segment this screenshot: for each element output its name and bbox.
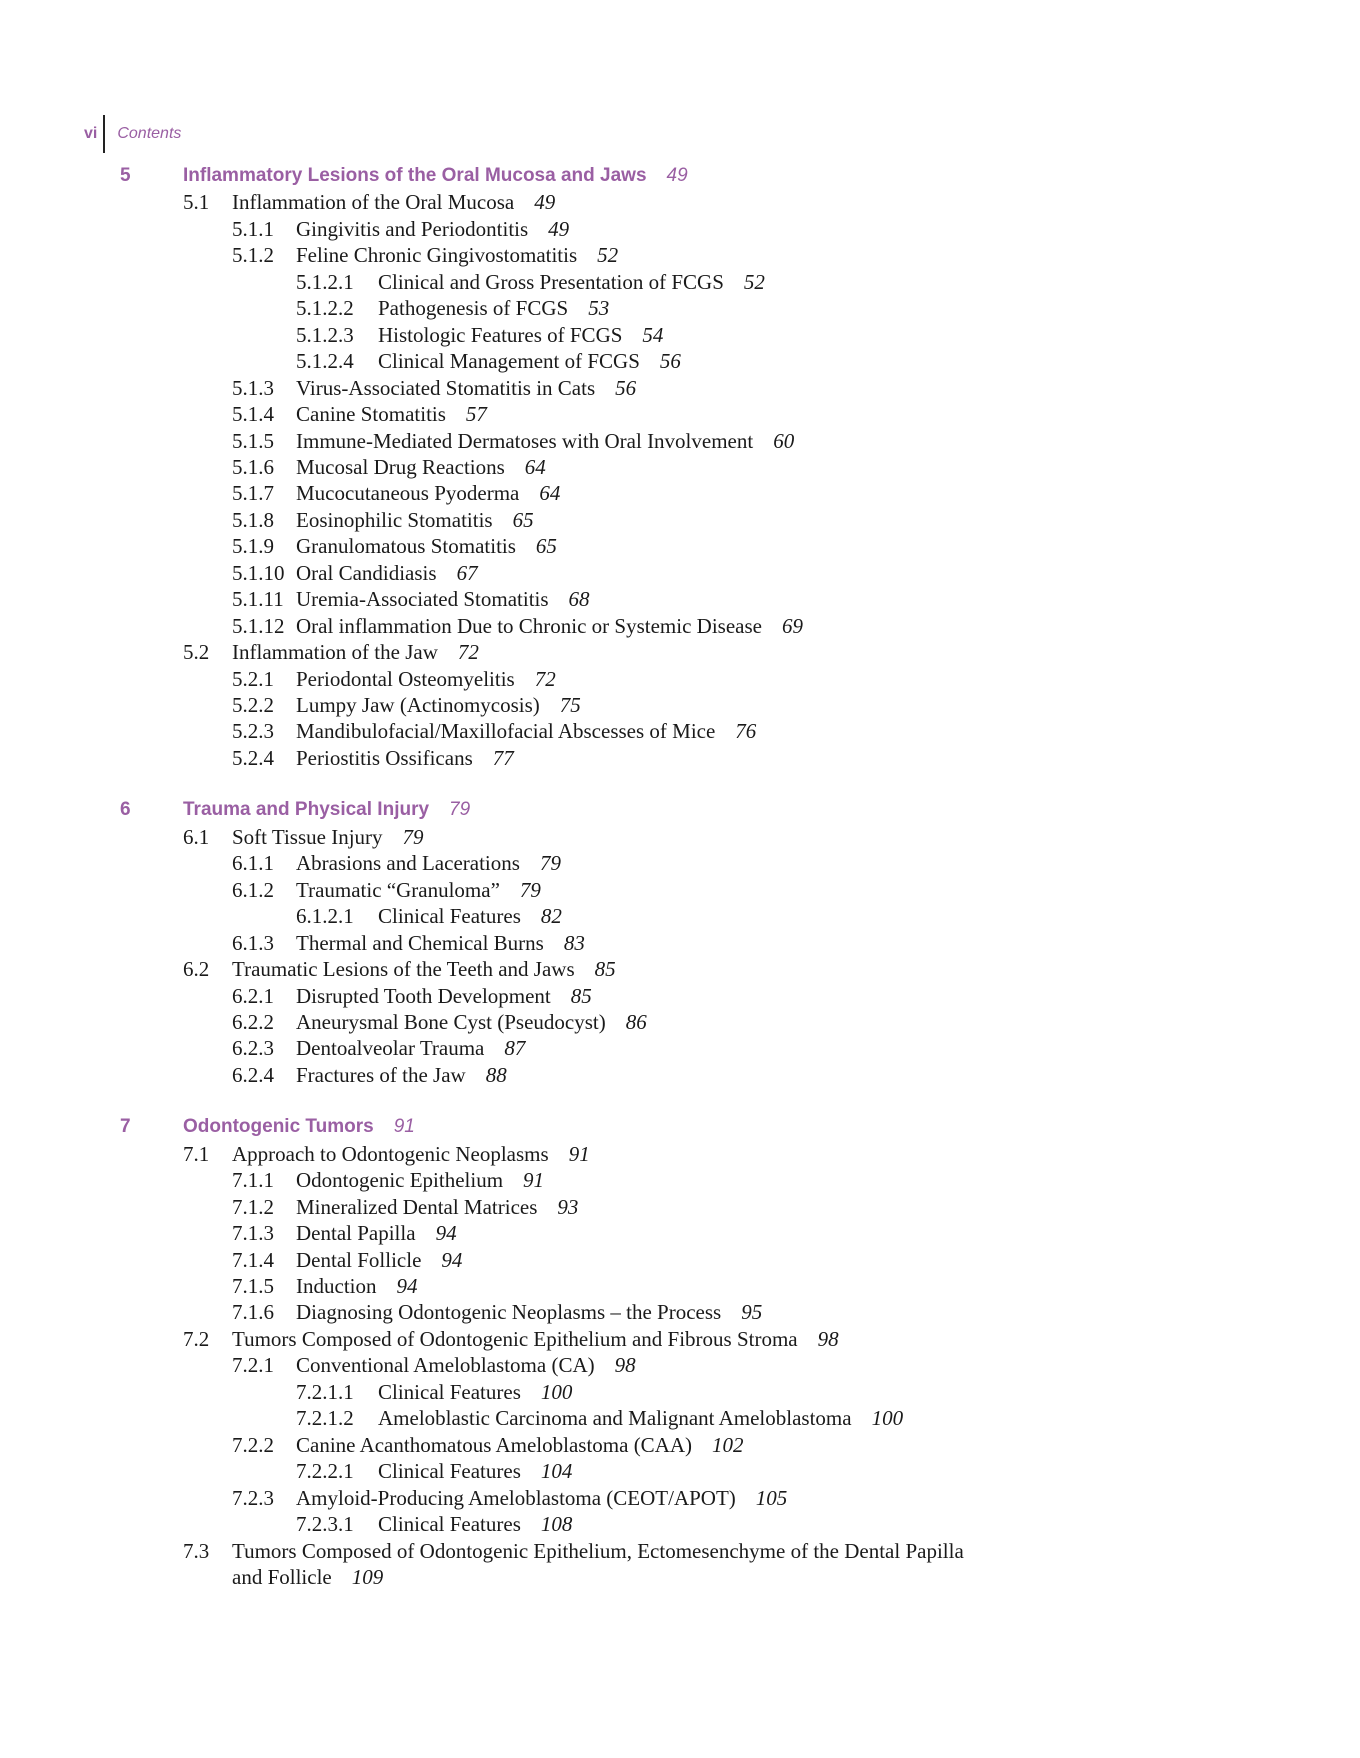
entry-number: 7.3 (183, 1538, 210, 1563)
entry-title-text: Clinical Features (378, 1512, 521, 1537)
entry-title-text: Oral inflammation Due to Chronic or Systemic Disease (296, 613, 762, 638)
entry-page-number: 68 (568, 587, 590, 612)
entry-page-number: 100 (871, 1406, 904, 1431)
entry-number: 7.1.6 (232, 1300, 274, 1325)
entry-page-number: 64 (539, 481, 561, 506)
entry-page-number: 98 (614, 1353, 636, 1378)
entry-number: 5 (120, 165, 131, 186)
entry-number: 5.1.7 (232, 481, 274, 506)
entry-title (296, 1299, 762, 1325)
header-divider (103, 115, 105, 153)
entry-title (296, 1009, 647, 1035)
entry-title (296, 877, 541, 903)
entry-number: 6.2.4 (232, 1062, 274, 1087)
entry-number: 5.1.2 (232, 243, 274, 268)
entry-title-text: Abrasions and Lacerations (296, 851, 520, 876)
entry-title (296, 242, 618, 268)
entry-title (232, 1538, 964, 1564)
page-number: vi (84, 125, 98, 142)
entry-number: 5.1.2.1 (296, 269, 354, 294)
entry-title (232, 1326, 839, 1352)
entry-number: 5.1.10 (232, 560, 285, 585)
entry-title-text: Inflammatory Lesions of the Oral Mucosa and Jaws (183, 165, 647, 186)
entry-page-number: 77 (492, 745, 514, 770)
entry-page-number: 65 (535, 534, 557, 559)
entry-page-number: 94 (435, 1221, 457, 1246)
entry-title-text: and Follicle (232, 1564, 332, 1589)
entry-number: 7.2.2.1 (296, 1459, 354, 1484)
entry-number: 7.1.4 (232, 1247, 274, 1272)
entry-title (378, 1405, 903, 1431)
entry-title (232, 824, 424, 850)
entry-title-text: Clinical Features (378, 1459, 521, 1484)
entry-title-text: Odontogenic Tumors (183, 1116, 374, 1138)
entry-page-number: 49 (548, 216, 570, 241)
entry-title (296, 718, 756, 744)
entry-page-number: 76 (735, 719, 757, 744)
entry-number: 5.1.6 (232, 454, 274, 479)
entry-number: 6.1.2.1 (296, 904, 354, 929)
entry-title-text: Granulomatous Stomatitis (296, 534, 516, 559)
entry-title-text: Canine Stomatitis (296, 402, 446, 427)
entry-title-text: Approach to Odontogenic Neoplasms (232, 1141, 549, 1166)
entry-number: 5.1.4 (232, 402, 274, 427)
entry-page-number: 60 (773, 428, 795, 453)
entry-number: 5.1.2.4 (296, 349, 354, 374)
entry-number: 7.1.5 (232, 1274, 274, 1298)
entry-title (296, 666, 556, 692)
entry-title (378, 322, 663, 348)
entry-number: 5.1.11 (232, 587, 284, 612)
entry-title-text: Eosinophilic Stomatitis (296, 507, 493, 532)
entry-title-text: Trauma and Physical Injury (183, 799, 430, 821)
entry-number: 5.1.3 (232, 375, 274, 400)
entry-number: 7.1.1 (232, 1168, 274, 1193)
entry-title-text: Soft Tissue Injury (232, 824, 383, 849)
entry-number: 5.2 (183, 640, 210, 665)
entry-title-text: Conventional Ameloblastoma (CA) (296, 1353, 595, 1378)
entry-page-number: 104 (540, 1459, 573, 1484)
entry-title-text: Periostitis Ossificans (296, 745, 473, 770)
entry-title-text: Feline Chronic Gingivostomatitis (296, 243, 578, 268)
entry-page-number: 79 (449, 799, 471, 821)
entry-page-number: 87 (504, 1036, 526, 1061)
entry-title-text: Thermal and Chemical Burns (296, 930, 544, 955)
entry-title-text: Inflammation of the Oral Mucosa (232, 190, 515, 215)
entry-page-number: 53 (588, 296, 610, 321)
entry-title (296, 1035, 525, 1061)
entry-number: 7.2 (183, 1326, 210, 1351)
entry-number: 7.2.1.2 (296, 1406, 354, 1431)
entry-title (296, 533, 557, 559)
entry-title (296, 375, 636, 401)
entry-title (296, 983, 592, 1009)
entry-title (296, 507, 534, 533)
entry-title-text: Mineralized Dental Matrices (296, 1194, 538, 1219)
entry-title-text: Mandibulofacial/Maxillofacial Abscesses of Mice (296, 719, 716, 744)
entry-title (296, 1220, 457, 1246)
entry-title-text: Mucocutaneous Pyoderma (296, 481, 520, 506)
entry-page-number: 67 (456, 560, 478, 585)
entry-number: 6.2 (183, 957, 210, 982)
entry-title-text: Gingivitis and Periodontitis (296, 216, 529, 241)
entry-title-text: Traumatic “Granuloma” (296, 877, 500, 902)
entry-number: 7.1.2 (232, 1194, 274, 1219)
entry-page-number: 94 (396, 1274, 418, 1298)
entry-page-number: 102 (712, 1432, 744, 1457)
entry-page-number: 56 (615, 375, 637, 400)
entry-title (378, 1379, 572, 1405)
entry-page-number: 108 (540, 1512, 573, 1537)
entry-page-number: 49 (666, 165, 688, 186)
entry-number: 5.2.4 (232, 745, 274, 770)
entry-title-text: Amyloid-Producing Ameloblastoma (CEOT/APOT) (296, 1485, 736, 1510)
entry-page-number: 69 (781, 613, 803, 638)
entry-title (232, 956, 616, 982)
entry-title-text: Oral Candidiasis (296, 560, 437, 585)
entry-title-text: Induction (296, 1274, 377, 1298)
entry-number: 5.2.2 (232, 693, 274, 717)
entry-title (296, 1194, 578, 1220)
entry-title-text: Tumors Composed of Odontogenic Epithelium, Ectomesenchyme of the Dental Papilla (232, 1538, 964, 1563)
entry-title-text: Odontogenic Epithelium (296, 1168, 504, 1193)
entry-title-text: Aneurysmal Bone Cyst (Pseudocyst) (296, 1009, 606, 1034)
entry-title (296, 1485, 787, 1511)
entry-page-number: 85 (594, 957, 616, 982)
entry-title-text: Diagnosing Odontogenic Neoplasms – the Process (296, 1300, 722, 1325)
entry-title-text: Uremia-Associated Stomatitis (296, 587, 549, 612)
entry-page-number: 109 (351, 1564, 384, 1589)
entry-number: 6.1 (183, 824, 210, 849)
entry-number: 7.1 (183, 1141, 210, 1166)
entry-page-number: 72 (534, 666, 556, 691)
entry-title-text: Clinical Features (378, 1379, 521, 1404)
entry-number: 5.1.2.3 (296, 322, 354, 347)
entry-number: 5.1.1 (232, 216, 274, 241)
entry-number: 5.1.12 (232, 613, 285, 638)
entry-title-text: Fractures of the Jaw (296, 1062, 466, 1087)
entry-page-number: 79 (402, 824, 424, 849)
entry-title (183, 1114, 415, 1140)
entry-number: 7.2.1 (232, 1353, 274, 1378)
entry-title-text: Lumpy Jaw (Actinomycosis) (296, 693, 540, 717)
entry-title (296, 454, 546, 480)
entry-page-number: 56 (659, 349, 681, 374)
entry-title (296, 1432, 744, 1458)
entry-number: 7.2.2 (232, 1432, 274, 1457)
entry-page-number: 79 (519, 877, 541, 902)
entry-title (296, 428, 794, 454)
entry-title (183, 163, 688, 189)
entry-title (296, 480, 560, 506)
entry-title-text: Pathogenesis of FCGS (378, 296, 569, 321)
entry-number: 6.2.2 (232, 1009, 274, 1034)
entry-number: 5.2.1 (232, 666, 274, 691)
entry-title (183, 797, 470, 823)
entry-title-text: Histologic Features of FCGS (378, 322, 623, 347)
entry-page-number: 86 (625, 1009, 647, 1034)
entry-page-number: 94 (441, 1247, 463, 1272)
entry-title (378, 903, 562, 929)
entry-number: 6.1.3 (232, 930, 274, 955)
entry-page-number: 105 (755, 1485, 788, 1510)
entry-title (296, 401, 487, 427)
entry-page-number: 72 (457, 640, 479, 665)
entry-page-number: 88 (485, 1062, 507, 1087)
entry-title-text: Periodontal Osteomyelitis (296, 666, 515, 691)
entry-page-number: 91 (568, 1141, 590, 1166)
entry-page-number: 75 (559, 693, 581, 717)
entry-title (232, 1141, 590, 1167)
entry-title (378, 295, 609, 321)
entry-title (296, 745, 514, 771)
entry-number: 5.2.3 (232, 719, 274, 744)
entry-page-number: 83 (563, 930, 585, 955)
entry-number: 6.1.2 (232, 877, 274, 902)
entry-number: 7.2.3.1 (296, 1512, 354, 1537)
entry-page-number: 54 (642, 322, 664, 347)
entry-title-text: Virus-Associated Stomatitis in Cats (296, 375, 596, 400)
running-title: Contents (117, 125, 182, 142)
entry-title-text: Dentoalveolar Trauma (296, 1036, 485, 1061)
entry-page-number: 100 (540, 1379, 573, 1404)
entry-number: 7.1.3 (232, 1221, 274, 1246)
entry-title (296, 586, 590, 612)
entry-title (296, 216, 569, 242)
entry-title (296, 560, 478, 586)
entry-title (378, 1458, 572, 1484)
entry-page-number: 65 (512, 507, 534, 532)
entry-number: 6.2.1 (232, 983, 274, 1008)
entry-number: 5.1.9 (232, 534, 274, 559)
entry-number: 5.1.5 (232, 428, 274, 453)
entry-title (296, 613, 803, 639)
entry-page-number: 82 (540, 904, 562, 929)
entry-title (378, 269, 765, 295)
entry-page-number: 49 (534, 190, 556, 215)
entry-page-number: 79 (539, 851, 561, 876)
entry-title (378, 348, 681, 374)
entry-number: 5.1.2.2 (296, 296, 354, 321)
entry-page-number: 64 (524, 454, 546, 479)
entry-title (296, 930, 585, 956)
entry-number: 6 (120, 799, 131, 821)
entry-title (232, 639, 479, 665)
entry-page-number: 52 (597, 243, 619, 268)
entry-title-text: Clinical Management of FCGS (378, 349, 640, 374)
entry-title (296, 692, 581, 718)
entry-title-text: Ameloblastic Carcinoma and Malignant Ameloblastoma (378, 1406, 852, 1431)
entry-title-text: Immune-Mediated Dermatoses with Oral Involvement (296, 428, 754, 453)
entry-title-text: Dental Papilla (296, 1221, 416, 1246)
entry-page-number: 93 (557, 1194, 579, 1219)
entry-page-number: 52 (743, 269, 765, 294)
entry-title-text: Mucosal Drug Reactions (296, 454, 505, 479)
entry-title (296, 1167, 544, 1193)
entry-title (296, 1247, 462, 1273)
entry-title (296, 1062, 507, 1088)
entry-number: 6.2.3 (232, 1036, 274, 1061)
entry-title (232, 1564, 383, 1590)
entry-title-text: Canine Acanthomatous Ameloblastoma (CAA) (296, 1432, 693, 1457)
entry-number: 7 (120, 1116, 131, 1138)
entry-number: 5.1 (183, 190, 210, 215)
entry-page-number: 98 (817, 1326, 839, 1351)
entry-number: 7.2.1.1 (296, 1379, 354, 1404)
entry-title (232, 189, 555, 215)
entry-title (378, 1511, 572, 1537)
entry-title (296, 850, 561, 876)
entry-page-number: 57 (465, 402, 487, 427)
entry-title-text: Clinical Features (378, 904, 521, 929)
entry-number: 7.2.3 (232, 1485, 274, 1510)
entry-title-text: Inflammation of the Jaw (232, 640, 438, 665)
entry-title (296, 1273, 417, 1299)
entry-page-number: 91 (523, 1168, 545, 1193)
entry-title-text: Disrupted Tooth Development (296, 983, 551, 1008)
entry-page-number: 85 (570, 983, 592, 1008)
entry-title-text: Tumors Composed of Odontogenic Epithelium and Fibrous Stroma (232, 1326, 798, 1351)
entry-title-text: Traumatic Lesions of the Teeth and Jaws (232, 957, 575, 982)
entry-number: 5.1.8 (232, 507, 274, 532)
entry-title (296, 1352, 636, 1378)
entry-title-text: Clinical and Gross Presentation of FCGS (378, 269, 724, 294)
entry-page-number: 95 (741, 1300, 763, 1325)
running-header (84, 114, 181, 154)
entry-page-number: 91 (393, 1116, 415, 1138)
entry-title-text: Dental Follicle (296, 1247, 422, 1272)
entry-number: 6.1.1 (232, 851, 274, 876)
